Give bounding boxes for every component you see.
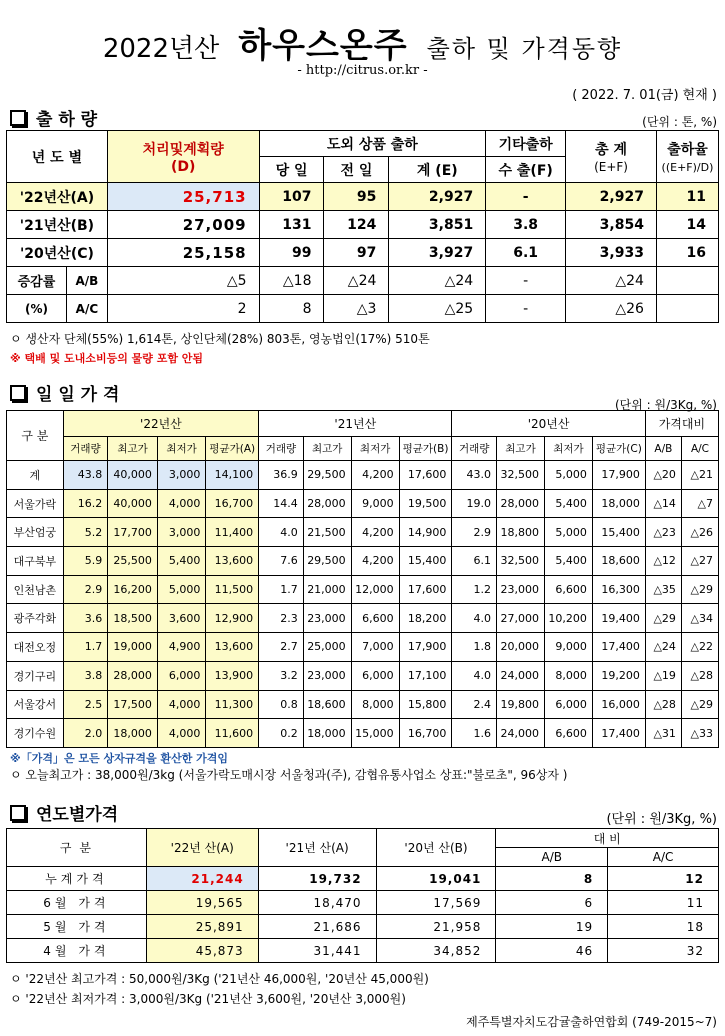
price-cell: 9,000	[351, 489, 399, 518]
period-name: 누계가격	[7, 867, 147, 891]
price-cell: 43.0	[452, 461, 497, 490]
price-note: ※「가격」은 모든 상자규격을 환산한 가격임	[10, 752, 229, 765]
price-cell: 1.8	[452, 633, 497, 662]
price-cell: 24,000	[497, 719, 545, 748]
price-cell: 16,700	[399, 719, 452, 748]
section-yearly-price-title: 연도별가격	[10, 800, 118, 825]
market-name: 대전오정	[7, 633, 64, 662]
table-row	[7, 719, 719, 748]
price-cell: 40,000	[108, 461, 158, 490]
price-cell: 21,958	[376, 915, 496, 939]
market-name: 광주각화	[7, 604, 64, 633]
period-name: 5월 가격	[7, 915, 147, 939]
price-cell: 25,000	[303, 633, 351, 662]
price-cell: 3,600	[157, 604, 205, 633]
price-cell: 28,000	[108, 661, 158, 690]
price-cell: 4.0	[452, 604, 497, 633]
price-cell: 15,000	[351, 719, 399, 748]
price-cell: 34,852	[376, 939, 496, 963]
price-cell: 7.6	[259, 547, 304, 576]
price-cell: △20	[645, 461, 681, 490]
price-cell: 4,200	[351, 461, 399, 490]
price-cell: 12,900	[206, 604, 259, 633]
price-cell: 13,900	[206, 661, 259, 690]
price-cell: 11,300	[206, 690, 259, 719]
price-cell: 4,000	[157, 719, 205, 748]
price-cell: 5,400	[544, 489, 592, 518]
price-cell: 28,000	[303, 489, 351, 518]
price-cell: 5.2	[63, 518, 108, 547]
header-gubun: 구 분	[7, 829, 147, 867]
price-cell: 17,900	[399, 633, 452, 662]
table-row	[7, 547, 719, 576]
price-cell: 46	[496, 939, 608, 963]
table-row	[7, 867, 719, 891]
price-cell: 15,800	[399, 690, 452, 719]
price-cell: 16.2	[63, 489, 108, 518]
price-cell: 18,200	[399, 604, 452, 633]
header-year: 년 도 별	[7, 131, 108, 183]
website-url[interactable]: - http://citrus.or.kr -	[297, 63, 428, 78]
market-name: 계	[7, 461, 64, 490]
market-name: 대구북부	[7, 547, 64, 576]
price-cell: 8,000	[351, 690, 399, 719]
header-gubun: 구 분	[7, 411, 64, 461]
header-today: 당 일	[259, 157, 324, 183]
price-cell: 17,400	[592, 633, 645, 662]
price-cell: 4.0	[452, 661, 497, 690]
price-cell: 15,400	[399, 547, 452, 576]
today-max-note: ㅇ 오늘최고가 : 38,000원/3kg (서울가락도매시장 서울청과(주), 감협유통사업소 상표:"불로초", 96상자 )	[10, 768, 568, 782]
price-cell: 12	[608, 867, 719, 891]
price-cell: 4,200	[351, 518, 399, 547]
price-cell: △21	[681, 461, 718, 490]
price-cell: 16,200	[108, 575, 158, 604]
section-daily-price-title: 일 일 가 격	[10, 380, 119, 405]
price-cell: △29	[645, 604, 681, 633]
price-cell: △26	[681, 518, 718, 547]
price-cell: 6,000	[157, 661, 205, 690]
price-cell: 5,000	[157, 575, 205, 604]
header-2021: '21년산	[259, 411, 452, 437]
yearly-price-table: 구 분 '22년 산(A) '21년 산(A) '20년 산(B) 대 비 A/B A/C 누계가격 21,244 19,732 19,041 8 12 6월 가격 19,565 18,470 17,569 6 11 5월 가격 25,891 21,686 21,958 19 18 4월 가격 45,873 31,441 34,852 46 32	[6, 828, 719, 963]
price-cell: 29,500	[303, 461, 351, 490]
price-cell: 31,441	[258, 939, 376, 963]
price-cell: △28	[645, 690, 681, 719]
price-cell: 11	[608, 891, 719, 915]
price-cell: 6.1	[452, 547, 497, 576]
price-cell: 18,470	[258, 891, 376, 915]
price-cell: 4.0	[259, 518, 304, 547]
price-cell: 17,600	[399, 575, 452, 604]
header-domestic: 도외 상품 출하	[259, 131, 486, 157]
price-cell: 11,500	[206, 575, 259, 604]
price-cell: 6,000	[351, 661, 399, 690]
table-row	[7, 891, 719, 915]
price-cell: △14	[645, 489, 681, 518]
table-row	[7, 690, 719, 719]
price-cell: 0.8	[259, 690, 304, 719]
price-cell: 17,400	[592, 719, 645, 748]
price-cell: 2.3	[259, 604, 304, 633]
price-cell: △23	[645, 518, 681, 547]
price-cell: 5,400	[157, 547, 205, 576]
price-cell: 32,500	[497, 547, 545, 576]
price-cell: 8,000	[544, 661, 592, 690]
table-row: 증감률 A/B △5 △18 △24 △24 - △24	[7, 267, 719, 295]
header-2020: '20년산	[452, 411, 645, 437]
price-cell: 18,600	[303, 690, 351, 719]
price-cell: 3.2	[259, 661, 304, 690]
price-cell: 17,700	[108, 518, 158, 547]
price-cell: 18,600	[592, 547, 645, 576]
price-cell: 36.9	[259, 461, 304, 490]
header-prev: 전 일	[324, 157, 389, 183]
header-sum: 계 (E)	[389, 157, 486, 183]
price-cell: △12	[645, 547, 681, 576]
table-row	[7, 518, 719, 547]
price-cell: 1.7	[63, 633, 108, 662]
section-shipment-title: 출 하 량	[10, 105, 97, 130]
price-cell: △29	[681, 575, 718, 604]
price-cell: 25,500	[108, 547, 158, 576]
price-cell: 6,600	[544, 719, 592, 748]
table-row	[7, 461, 719, 490]
price-cell: 18,800	[497, 518, 545, 547]
price-cell: 19	[496, 915, 608, 939]
market-name: 경기수원	[7, 719, 64, 748]
header-ratio: 출하율 ((E+F)/D)	[656, 131, 718, 183]
price-cell: 8	[496, 867, 608, 891]
price-cell: 32,500	[497, 461, 545, 490]
min-price-note: ㅇ '22년산 최저가격 : 3,000원/3Kg ('21년산 3,600원, '20년산 3,000원)	[10, 992, 406, 1006]
table-row	[7, 661, 719, 690]
price-cell: 9,000	[544, 633, 592, 662]
price-cell: 6,600	[544, 575, 592, 604]
report-date: ( 2022. 7. 01(금) 현재 )	[572, 88, 717, 103]
price-cell: 20,000	[497, 633, 545, 662]
price-cell: △35	[645, 575, 681, 604]
price-cell: 2.9	[452, 518, 497, 547]
price-cell: 2.4	[452, 690, 497, 719]
period-name: 4월 가격	[7, 939, 147, 963]
table-row	[7, 489, 719, 518]
price-cell: 17,569	[376, 891, 496, 915]
price-cell: 0.2	[259, 719, 304, 748]
price-cell: 19,200	[592, 661, 645, 690]
price-cell: 19,041	[376, 867, 496, 891]
price-cell: 23,000	[303, 604, 351, 633]
header-compare: 가격대비	[645, 411, 718, 437]
title-sub: 출하 및 가격동향	[426, 35, 623, 63]
header-2022: '22년 산(A)	[146, 829, 258, 867]
price-cell: △27	[681, 547, 718, 576]
price-cell: 4,000	[157, 690, 205, 719]
price-cell: 21,500	[303, 518, 351, 547]
price-cell: 16,300	[592, 575, 645, 604]
price-cell: △29	[681, 690, 718, 719]
price-cell: 10,200	[544, 604, 592, 633]
price-cell: 29,500	[303, 547, 351, 576]
section-daily-price-unit: (단위 : 원/3Kg, %)	[614, 398, 717, 412]
price-cell: 21,000	[303, 575, 351, 604]
header-export: 수 출(F)	[486, 157, 566, 183]
price-cell: 1.7	[259, 575, 304, 604]
price-cell: 17,100	[399, 661, 452, 690]
price-cell: 1.6	[452, 719, 497, 748]
price-cell: 21,686	[258, 915, 376, 939]
max-price-note: ㅇ '22년산 최고가격 : 50,000원/3Kg ('21년산 46,000원, '20년산 45,000원)	[10, 972, 429, 986]
price-cell: 16,700	[206, 489, 259, 518]
price-cell: 45,873	[146, 939, 258, 963]
price-cell: 2.0	[63, 719, 108, 748]
table-row	[7, 575, 719, 604]
price-cell: 5,000	[544, 461, 592, 490]
price-cell: 3.6	[63, 604, 108, 633]
price-cell: △19	[645, 661, 681, 690]
price-cell: 32	[608, 939, 719, 963]
title-main: 하우스온주	[238, 26, 408, 66]
daily-price-table: 구 분 '22년산 '21년산 '20년산 가격대비 거래량 최고가 최저가 평균가(A) 거래량 최고가 최저가 평균가(B) 거래량 최고가 최저가 평균가(C) A/B A/C 계 43.8 40,000 3,000 14,100 36.9 29,500 4,200 17,600 43.0 32,500 5,000 17,900 △20 △21 서울가락 16.2 40,000 4,000 16,700 14.4 28,000 9,000 19,500 19.0 28,000 5,400 18,000 △14 △7 부산엄궁 5.2 17,700 3,000 11,400 4.0 21,500 4,200 14,900 2.9 18,800 5,000 15,400 △23 △26 대구북부 5.9 25,500 5,400 13,600 7.6 29,500 4,200 15,400 6.1 32,500 5,400 18,600 △12 △27 인천남촌 2.9 16,200 5,000 11,500 1.7 21,000 12,000 17,600 1.2 23,000 6,600 16,300 △35 △29 광주각화 3.6 18,500 3,600 12,900 2.3 23,000 6,600 18,200 4.0 27,000 10,200 19,400 △29 △34 대전오정 1.7 19,000 4,900 13,600 2.7 25,000 7,000 17,900 1.8 20,000 9,000 17,400 △24 △22 경기구리 3.8 28,000 6,000 13,900 3.2 23,000 6,000 17,100 4.0 24,000 8,000 19,200 △19 △28 서울강서 2.5 17,500 4,000 11,300 0.8 18,600 8,000 15,800 2.4 19,800 6,000 16,000 △28 △29 경기수원 2.0 18,000 4,000 11,600 0.2 18,000 15,000 16,700 1.6 24,000 6,600 17,400 △31 △33	[6, 410, 719, 748]
header-other: 기타출하	[486, 131, 566, 157]
price-cell: 21,244	[146, 867, 258, 891]
price-cell: 43.8	[63, 461, 108, 490]
price-cell: 13,600	[206, 633, 259, 662]
price-cell: 18,500	[108, 604, 158, 633]
market-name: 인천남촌	[7, 575, 64, 604]
market-name: 부산엄궁	[7, 518, 64, 547]
price-cell: 11,400	[206, 518, 259, 547]
price-cell: 11,600	[206, 719, 259, 748]
checkbox-square-icon	[10, 385, 26, 401]
table-row	[7, 604, 719, 633]
table-row	[7, 633, 719, 662]
price-cell: 14.4	[259, 489, 304, 518]
price-cell: 3.8	[63, 661, 108, 690]
price-cell: 14,100	[206, 461, 259, 490]
price-cell: 16,000	[592, 690, 645, 719]
price-cell: 19,800	[497, 690, 545, 719]
price-cell: 3,000	[157, 518, 205, 547]
price-cell: 24,000	[497, 661, 545, 690]
price-cell: 25,891	[146, 915, 258, 939]
header-plan: 처리및계획량 (D)	[107, 131, 259, 183]
price-cell: 27,000	[497, 604, 545, 633]
producer-note: ㅇ 생산자 단체(55%) 1,614톤, 상인단체(28%) 803톤, 영농법인(17%) 510톤	[10, 332, 430, 346]
price-cell: △24	[645, 633, 681, 662]
price-cell: 17,500	[108, 690, 158, 719]
delivery-note: ※ 택배 및 도내소비등의 물량 포함 안됨	[10, 352, 204, 365]
section-shipment-unit: (단위 : 톤, %)	[642, 115, 717, 129]
price-cell: 40,000	[108, 489, 158, 518]
price-cell: 4,900	[157, 633, 205, 662]
price-cell: 1.2	[452, 575, 497, 604]
price-cell: 2.7	[259, 633, 304, 662]
price-cell: 4,000	[157, 489, 205, 518]
price-cell: 12,000	[351, 575, 399, 604]
market-name: 서울가락	[7, 489, 64, 518]
table-row	[7, 939, 719, 963]
header-2020: '20년 산(B)	[376, 829, 496, 867]
price-cell: 17,600	[399, 461, 452, 490]
price-cell: 5.9	[63, 547, 108, 576]
table-row: (%) A/C 2 8 △3 △25 - △26	[7, 295, 719, 323]
price-cell: 6,000	[544, 690, 592, 719]
price-cell: 18	[608, 915, 719, 939]
table-row: '21년산(B) 27,009 131 124 3,851 3.8 3,854 14	[7, 211, 719, 239]
price-cell: 2.5	[63, 690, 108, 719]
footer-org: 제주특별자치도감귤출하연합회 (749-2015~7)	[466, 1015, 717, 1029]
shipment-table	[6, 130, 719, 323]
table-row: '20년산(C) 25,158 99 97 3,927 6.1 3,933 16	[7, 239, 719, 267]
price-cell: △28	[681, 661, 718, 690]
price-cell: 2.9	[63, 575, 108, 604]
price-cell: 23,000	[303, 661, 351, 690]
price-cell: △31	[645, 719, 681, 748]
header-total: 총 계 (E+F)	[566, 131, 657, 183]
price-cell: 18,000	[592, 489, 645, 518]
header-2021: '21년 산(A)	[258, 829, 376, 867]
price-cell: 19.0	[452, 489, 497, 518]
price-cell: 5,000	[544, 518, 592, 547]
price-cell: 6,600	[351, 604, 399, 633]
price-cell: 7,000	[351, 633, 399, 662]
table-row	[7, 915, 719, 939]
price-cell: △22	[681, 633, 718, 662]
price-cell: 6	[496, 891, 608, 915]
price-cell: 19,400	[592, 604, 645, 633]
checkbox-square-icon	[10, 110, 26, 126]
section-yearly-price-unit: (단위 : 원/3Kg, %)	[606, 812, 717, 827]
header-2022: '22년산	[63, 411, 259, 437]
price-cell: 23,000	[497, 575, 545, 604]
period-name: 6월 가격	[7, 891, 147, 915]
checkbox-square-icon	[10, 805, 26, 821]
price-cell: 3,000	[157, 461, 205, 490]
price-cell: 19,000	[108, 633, 158, 662]
table-row: '22년산(A) 25,713 107 95 2,927 - 2,927 11	[7, 183, 719, 211]
market-name: 서울강서	[7, 690, 64, 719]
price-cell: 14,900	[399, 518, 452, 547]
price-cell: △7	[681, 489, 718, 518]
price-cell: 4,200	[351, 547, 399, 576]
price-cell: 19,500	[399, 489, 452, 518]
price-cell: 28,000	[497, 489, 545, 518]
price-cell: △33	[681, 719, 718, 748]
price-cell: △34	[681, 604, 718, 633]
price-cell: 17,900	[592, 461, 645, 490]
price-cell: 13,600	[206, 547, 259, 576]
price-cell: 5,400	[544, 547, 592, 576]
market-name: 경기구리	[7, 661, 64, 690]
page-header	[0, 18, 725, 67]
price-cell: 18,000	[303, 719, 351, 748]
title-year: 2022년산	[102, 34, 220, 64]
price-cell: 19,732	[258, 867, 376, 891]
price-cell: 19,565	[146, 891, 258, 915]
price-cell: 15,400	[592, 518, 645, 547]
header-compare: 대 비	[496, 829, 719, 848]
price-cell: 18,000	[108, 719, 158, 748]
